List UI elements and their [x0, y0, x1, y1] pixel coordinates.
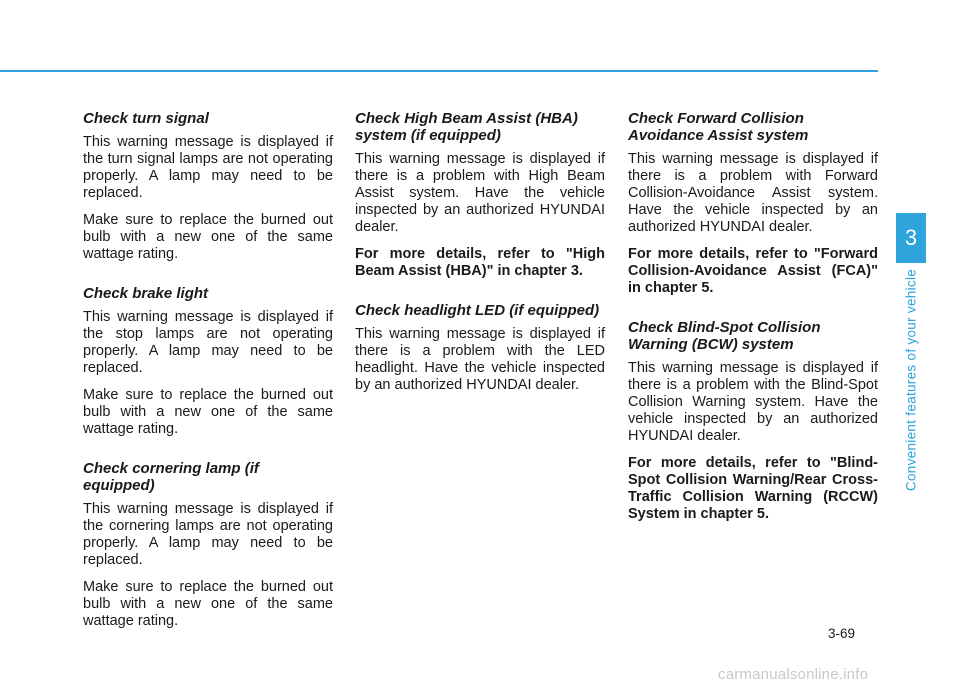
section-heading: Check High Beam Assist (HBA) system (if equipped) [355, 110, 578, 144]
section-heading: Check turn signal [83, 110, 209, 127]
section-heading: Check cornering lamp (if equipped) [83, 460, 259, 494]
section-paragraph: This warning message is displayed if the stop lamps are not operating properly. A lamp may need to be replaced. [83, 309, 333, 376]
section-heading: Check brake light [83, 285, 209, 302]
section-heading: Check Blind-Spot Collision Warning (BCW) system [628, 319, 821, 353]
column-1 [83, 110, 333, 640]
section-paragraph: Make sure to replace the burned out bulb with a new one of the same wattage rating. [83, 212, 333, 262]
section-heading: Check Forward Collision Avoidance Assist system [628, 110, 809, 144]
page-number: 3-69 [828, 626, 856, 641]
section-paragraph: Make sure to replace the burned out bulb with a new one of the same wattage rating. [83, 387, 333, 437]
chapter-tab: 3 [896, 213, 926, 263]
section-heading: Check headlight LED (if equipped) [355, 302, 600, 319]
section-paragraph: This warning message is displayed if the turn signal lamps are not operating properly. A lamp may need to be replaced. [83, 134, 333, 201]
header-rule [0, 70, 878, 72]
section-reference: For more details, refer to "Forward Collision-Avoidance Assist (FCA)" in chapter 5. [628, 246, 878, 296]
column-3 [628, 110, 878, 533]
section-reference: For more details, refer to "Blind-Spot Collision Warning/Rear Cross-Traffic Collision Warning (RCCW) System in chapter 5. [628, 455, 878, 522]
section-reference: For more details, refer to "High Beam Assist (HBA)" in chapter 3. [355, 246, 605, 279]
watermark: carmanualsonline.info [718, 666, 869, 683]
section-paragraph: This warning message is displayed if the cornering lamps are not operating properly. A lamp may need to be replaced. [83, 501, 333, 568]
column-2 [355, 110, 605, 404]
section-paragraph: Make sure to replace the burned out bulb with a new one of the same wattage rating. [83, 579, 333, 629]
section-paragraph: This warning message is displayed if there is a problem with High Beam Assist system. Have the vehicle inspected by an authorized HYUNDAI dealer. [355, 151, 605, 235]
section-paragraph: This warning message is displayed if there is a problem with the LED headlight. Have the vehicle inspected by an authorized HYUNDAI dealer. [355, 326, 605, 393]
section-paragraph: This warning message is displayed if there is a problem with the Blind-Spot Collision Warning system. Have the vehicle inspected by an authorized HYUNDAI dealer. [628, 360, 878, 444]
section-paragraph: This warning message is displayed if there is a problem with Forward Collision-Avoidance Assist system. Have the vehicle inspected by an authorized HYUNDAI dealer. [628, 151, 878, 235]
chapter-title: Convenient features of your vehicle [903, 268, 919, 492]
